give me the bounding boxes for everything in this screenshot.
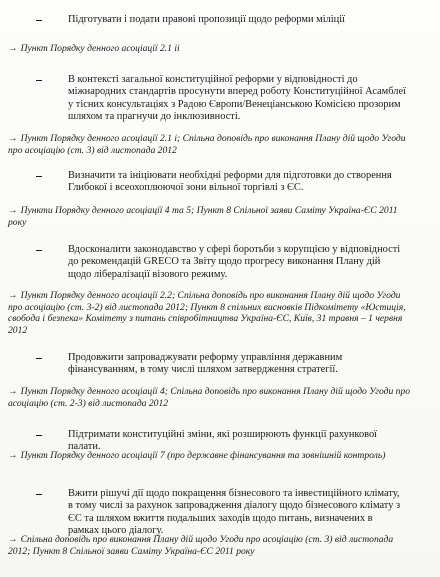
dash-bullet — [36, 352, 44, 364]
dash-bullet — [36, 244, 44, 256]
reference-line — [8, 386, 416, 409]
item-text: Вжити рішучі дії щодо покращення бізнесового та інвестиційного клімату, в тому числі за рахунок запровадження діалогу щодо бізнесового клімату з ЄС та шляхом вжиття подальших заходів щодо питань, визначених в рамках цього діалогу. — [68, 488, 401, 537]
reference-text: Пункт Порядку денного асоціації 4; Спільна доповідь про виконання Плану дій щодо Угоди про асоціацію (ст. 2-3) від листопада 2012 — [8, 386, 411, 409]
reference-line — [8, 133, 416, 156]
item-text: Підготувати і подати правові пропозиції щодо реформи міліції — [68, 14, 345, 25]
item-text: Продовжити запроваджувати реформу управління державним фінансуванням, в тому числі шляхом затвердження стратегії. — [68, 352, 343, 376]
arrow-icon: → — [8, 43, 18, 54]
arrow-icon: → — [8, 386, 18, 397]
arrow-icon: → — [8, 450, 18, 461]
reference-line — [8, 43, 416, 55]
reference-line — [8, 534, 416, 557]
arrow-icon: → — [8, 133, 18, 144]
arrow-icon: → — [8, 205, 18, 216]
reference-text: Пункт Порядку денного асоціації 2.2; Спільна доповідь про виконання Плану дій щодо Угоди про асоціацію (ст. 3-2) від листопада 2012; Пункт 8 спільних висновків Підкомітету «Юстиція, свобода і безпека» Комітету з питань співробітництва Україна-ЄС, Київ, 31 травня – 1 червня 2012 — [8, 290, 406, 336]
dash-bullet — [36, 14, 44, 26]
reference-text: Спільна доповідь про виконання Плану дій щодо Угоди про асоціацію (ст. 3) від листопада 2012; Пункт 8 Спільної заяви Саміту Україна-ЄС 2011 року — [8, 534, 394, 557]
item-text: Визначити та ініціювати необхідні реформи для підготовки до створення Глибокої і всеохоплюючої зони вільної торгівлі з ЄС. — [68, 170, 392, 194]
arrow-icon: → — [8, 534, 18, 545]
dash-bullet — [36, 488, 44, 500]
arrow-icon: → — [8, 290, 18, 301]
dash-bullet — [36, 429, 44, 441]
item-text: Підтримати конституційні зміни, які розширюють функції рахункової палати. — [68, 429, 378, 453]
reference-line — [8, 290, 416, 336]
reference-line — [8, 205, 416, 228]
reference-text: Пункт Порядку денного асоціації 2.1 іі — [20, 43, 180, 54]
dash-bullet — [36, 170, 44, 182]
item-text: В контексті загальної конституційної реформи у відповідності до міжнародних стандартів просунути вперед роботу Конституційної Асамблеї у тісних консультаціях з Радою Європи/Венеціанською Комісією прозорим шляхом та прагнучи до інклюзивності. — [68, 74, 406, 123]
dash-bullet — [36, 74, 44, 86]
reference-text: Пункт Порядку денного асоціації 7 (про державне фінансування та зовнішній контроль) — [20, 450, 386, 461]
item-text: Вдосконалити законодавство у сфері боротьби з корупцією у відповідності до рекомендацій GRECO та Звіту щодо прогресу виконання Плану дій щодо лібералізації візового режиму. — [68, 244, 401, 280]
reference-text: Пункти Порядку денного асоціації 4 та 5; Пункт 8 Спільної заяви Саміту Україна-ЄС 2011 року — [8, 205, 398, 228]
reference-line — [8, 450, 416, 462]
reference-text: Пункт Порядку денного асоціації 2.1 і; Спільна доповідь про виконання Плану дій щодо Угоди про асоціацію (ст. 3) від листопада 2012 — [8, 133, 406, 156]
